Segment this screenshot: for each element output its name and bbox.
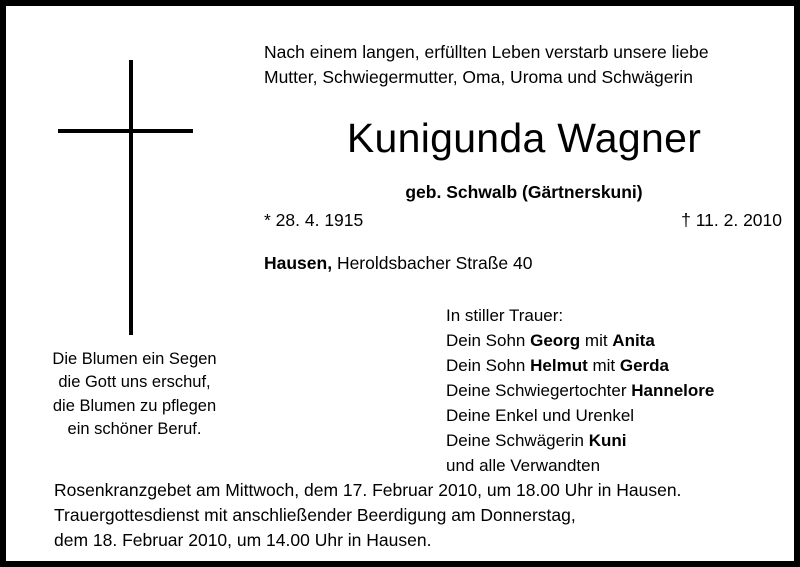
mourner-line xyxy=(446,379,791,404)
mourner-relation: Deine Schwägerin xyxy=(446,430,589,450)
verse-line-1: Die Blumen ein Segen xyxy=(52,350,217,368)
service-line-3: dem 18. Februar 2010, um 14.00 Uhr in Hausen. xyxy=(54,530,432,551)
mourners-entries xyxy=(446,329,791,479)
mourner-name-partner: Gerda xyxy=(619,355,669,375)
birth-date: * 28. 4. 1915 xyxy=(264,210,364,230)
mourner-line xyxy=(446,329,791,354)
residence-town: Hausen, xyxy=(264,253,333,273)
cross-vertical-bar xyxy=(129,60,133,335)
mourner-relation: Deine Enkel und Urenkel xyxy=(446,405,635,425)
mourner-conjunction: mit xyxy=(580,330,613,350)
mourner-relation: Dein Sohn xyxy=(446,355,531,375)
maiden-name: geb. Schwalb (Gärtnerskuni) xyxy=(405,182,643,202)
memorial-verse xyxy=(22,348,247,442)
cross-horizontal-bar xyxy=(58,129,193,133)
mourner-line xyxy=(446,454,791,479)
mourner-name: Hannelore xyxy=(631,380,715,400)
mourner-line xyxy=(446,429,791,454)
service-line-2: Trauergottesdienst mit anschließender Beerdigung am Donnerstag, xyxy=(54,505,576,526)
mourner-name: Georg xyxy=(530,330,581,350)
verse-line-3: die Blumen zu pflegen xyxy=(52,396,217,415)
mourner-line xyxy=(446,404,791,429)
intro-line-2: Mutter, Schwiegermutter, Oma, Uroma und Schwägerin xyxy=(264,67,693,88)
mourner-name-partner: Anita xyxy=(612,330,655,350)
mourner-conjunction: mit xyxy=(587,355,620,375)
mourner-name: Helmut xyxy=(530,355,588,375)
service-line-1: Rosenkranzgebet am Mittwoch, dem 17. Februar 2010, um 18.00 Uhr in Hausen. xyxy=(54,480,682,500)
mourner-relation: Deine Schwiegertochter xyxy=(446,380,632,400)
mourner-relation: und alle Verwandten xyxy=(446,455,601,475)
intro-line-1: Nach einem langen, erfüllten Leben verstarb unsere liebe xyxy=(264,42,709,62)
intro-text xyxy=(264,40,784,91)
verse-line-4: ein schöner Beruf. xyxy=(67,420,202,439)
mourner-name: Kuni xyxy=(588,430,627,450)
residence xyxy=(264,253,784,274)
deceased-name: Kunigunda Wagner xyxy=(346,115,702,161)
life-dates xyxy=(264,210,782,231)
service-details xyxy=(54,478,769,554)
mourner-line xyxy=(446,354,791,379)
mourner-relation: Dein Sohn xyxy=(446,330,531,350)
residence-street: Heroldsbacher Straße 40 xyxy=(332,253,533,273)
notice-inner xyxy=(12,12,788,555)
death-date: † 11. 2. 2010 xyxy=(681,210,782,230)
mourners-heading: In stiller Trauer: xyxy=(446,306,564,325)
christian-cross-icon xyxy=(12,12,252,352)
mourners-list xyxy=(446,304,791,479)
verse-line-2: die Gott uns erschuf, xyxy=(58,373,211,392)
